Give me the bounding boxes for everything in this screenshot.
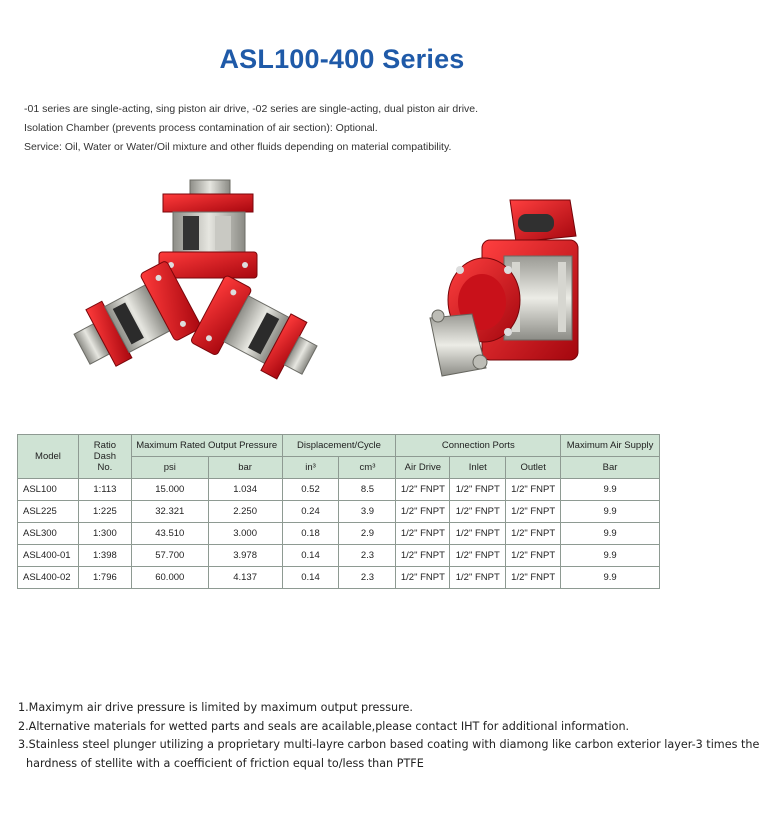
cell-outlet: 1/2" FNPT xyxy=(506,545,561,567)
table-row xyxy=(18,545,660,567)
cell-in3: 0.18 xyxy=(282,523,339,545)
cell-outlet: 1/2" FNPT xyxy=(506,479,561,501)
cell-ratio: 1:398 xyxy=(78,545,131,567)
cell-supply: 9.9 xyxy=(561,523,660,545)
cell-air-drive: 1/2" FNPT xyxy=(396,501,450,523)
cell-inlet: 1/2" FNPT xyxy=(450,523,506,545)
cell-cm3: 8.5 xyxy=(339,479,396,501)
subheader-inlet: Inlet xyxy=(450,457,506,479)
cell-psi: 32.321 xyxy=(131,501,208,523)
cell-outlet: 1/2" FNPT xyxy=(506,567,561,589)
cell-inlet: 1/2" FNPT xyxy=(450,545,506,567)
cell-model: ASL300 xyxy=(18,523,79,545)
header-air-supply: Maximum Air Supply xyxy=(561,435,660,457)
cell-air-drive: 1/2" FNPT xyxy=(396,545,450,567)
cell-model: ASL100 xyxy=(18,479,79,501)
cell-cm3: 2.9 xyxy=(339,523,396,545)
cell-supply: 9.9 xyxy=(561,567,660,589)
intro-line: Isolation Chamber (prevents process contamination of air section): Optional. xyxy=(24,122,378,134)
cell-model: ASL400-01 xyxy=(18,545,79,567)
cell-bar: 4.137 xyxy=(208,567,282,589)
cell-psi: 60.000 xyxy=(131,567,208,589)
intro-line: Service: Oil, Water or Water/Oil mixture and other fluids depending on material compatibility. xyxy=(24,141,452,153)
cell-inlet: 1/2" FNPT xyxy=(450,501,506,523)
cell-model: ASL400-02 xyxy=(18,567,79,589)
pump-top xyxy=(159,180,257,278)
cell-bar: 1.034 xyxy=(208,479,282,501)
subheader-outlet: Outlet xyxy=(506,457,561,479)
cell-bar: 3.978 xyxy=(208,545,282,567)
footnote-2: 2.Alternative materials for wetted parts and seals are acailable,please contact IHT for additional information. xyxy=(18,719,630,733)
cell-cm3: 2.3 xyxy=(339,545,396,567)
subheader-bar: bar xyxy=(208,457,282,479)
cell-outlet: 1/2" FNPT xyxy=(506,501,561,523)
cell-outlet: 1/2" FNPT xyxy=(506,523,561,545)
table-row xyxy=(18,501,660,523)
cell-in3: 0.14 xyxy=(282,545,339,567)
table-row xyxy=(18,523,660,545)
page-title: ASL100-400 Series xyxy=(219,44,465,74)
subheader-in3: in³ xyxy=(282,457,339,479)
cell-inlet: 1/2" FNPT xyxy=(450,479,506,501)
subheader-supply-bar: Bar xyxy=(561,457,660,479)
header-pressure: Maximum Rated Output Pressure xyxy=(131,435,282,457)
intro-text xyxy=(24,100,664,157)
cell-psi: 57.700 xyxy=(131,545,208,567)
cell-inlet: 1/2" FNPT xyxy=(450,567,506,589)
cell-ratio: 1:300 xyxy=(78,523,131,545)
subheader-air-drive: Air Drive xyxy=(396,457,450,479)
header-ratio: Ratio Dash No. xyxy=(78,435,131,479)
cell-psi: 15.000 xyxy=(131,479,208,501)
pump-group-illustration xyxy=(75,178,305,393)
cell-in3: 0.24 xyxy=(282,501,339,523)
cell-supply: 9.9 xyxy=(561,479,660,501)
header-ports: Connection Ports xyxy=(396,435,561,457)
cell-model: ASL225 xyxy=(18,501,79,523)
product-photo-single xyxy=(420,190,590,390)
table-header-row xyxy=(18,435,660,457)
header-model: Model xyxy=(18,435,79,479)
footnote-3-continued: hardness of stellite with a coefficient of friction equal to/less than PTFE xyxy=(26,756,424,770)
cell-cm3: 3.9 xyxy=(339,501,396,523)
product-photo-group xyxy=(75,178,305,393)
cell-air-drive: 1/2" FNPT xyxy=(396,523,450,545)
table-row xyxy=(18,479,660,501)
cell-ratio: 1:796 xyxy=(78,567,131,589)
footnotes xyxy=(18,699,759,773)
subheader-cm3: cm³ xyxy=(339,457,396,479)
intro-line: -01 series are single-acting, sing piston air drive, -02 series are single-acting, dual piston air drive. xyxy=(24,103,479,115)
header-displacement: Displacement/Cycle xyxy=(282,435,396,457)
cell-air-drive: 1/2" FNPT xyxy=(396,479,450,501)
cell-in3: 0.14 xyxy=(282,567,339,589)
cell-in3: 0.52 xyxy=(282,479,339,501)
cell-ratio: 1:113 xyxy=(78,479,131,501)
footnote-1: 1.Maximym air drive pressure is limited by maximum output pressure. xyxy=(18,701,413,714)
cell-cm3: 2.3 xyxy=(339,567,396,589)
subheader-psi: psi xyxy=(131,457,208,479)
table-row xyxy=(18,567,660,589)
pump-single-illustration xyxy=(420,190,590,390)
pump-right xyxy=(190,275,326,396)
cell-ratio: 1:225 xyxy=(78,501,131,523)
cell-bar: 3.000 xyxy=(208,523,282,545)
cell-air-drive: 1/2" FNPT xyxy=(396,567,450,589)
cell-supply: 9.9 xyxy=(561,501,660,523)
cell-supply: 9.9 xyxy=(561,545,660,567)
cell-bar: 2.250 xyxy=(208,501,282,523)
cell-psi: 43.510 xyxy=(131,523,208,545)
footnote-3: 3.Stainless steel plunger utilizing a proprietary multi-layre carbon based coating with diamong like carbon exterior layer-3 times the xyxy=(18,738,759,751)
spec-table xyxy=(17,434,660,589)
pump-left xyxy=(64,260,202,382)
